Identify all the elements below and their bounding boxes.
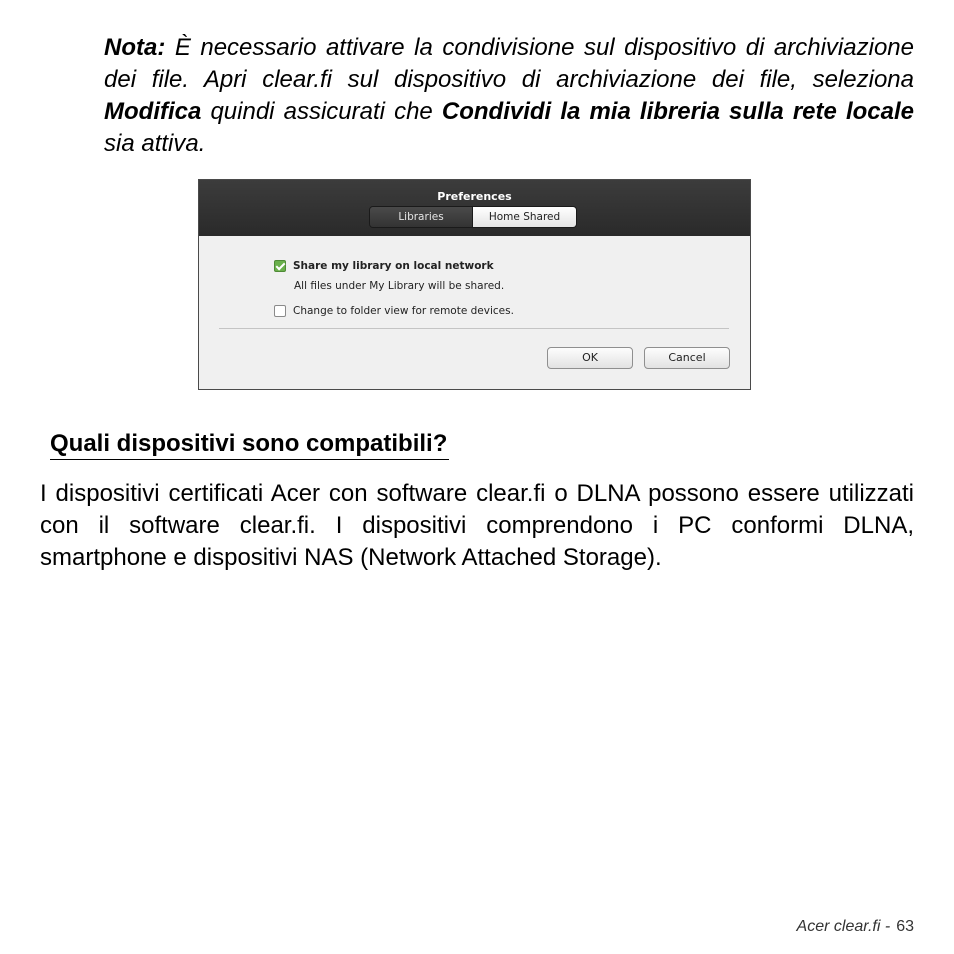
dialog-header [199, 180, 750, 236]
footer-product: Acer clear.fi - [796, 918, 891, 935]
page-footer [797, 918, 914, 936]
note-bold-modifica: Modifica [104, 98, 202, 125]
share-library-label: Share my library on local network [293, 260, 494, 272]
cancel-button[interactable]: Cancel [644, 347, 730, 369]
preferences-dialog [198, 179, 751, 390]
share-library-option[interactable] [274, 260, 494, 272]
page-number: 63 [896, 918, 914, 935]
tab-home-shared[interactable]: Home Shared [473, 207, 576, 227]
note-bold-share-option: Condividi la mia libreria sulla rete locale [441, 98, 915, 125]
note-text-2: quindi assicurati che [201, 98, 442, 125]
note-label: Nota: [104, 34, 166, 61]
section-body: I dispositivi certificati Acer con software clear.fi o DLNA possono essere utilizzati con il software clear.fi. I dispositivi comprendono i PC conformi DLNA, smartphone e dispositivi NAS (Network Attached Storage). [40, 480, 914, 571]
folder-view-label: Change to folder view for remote devices. [293, 305, 514, 317]
folder-view-checkbox[interactable] [274, 305, 286, 317]
dialog-title: Preferences [437, 190, 512, 203]
note-text-3: sia attiva. [104, 130, 206, 157]
ok-button[interactable]: OK [547, 347, 633, 369]
section-heading: Quali dispositivi sono compatibili? [50, 429, 449, 460]
note-text-1: È necessario attivare la condivisione sul dispositivo di archiviazione dei file. Apri clear.fi sul dispositivo di archiviazione dei file, seleziona [104, 34, 914, 93]
share-library-hint: All files under My Library will be shared. [294, 280, 505, 292]
share-library-checkbox[interactable] [274, 260, 286, 272]
tab-bar [369, 206, 577, 228]
note-paragraph [104, 32, 914, 160]
dialog-divider [219, 328, 729, 329]
folder-view-option[interactable] [274, 305, 514, 317]
tab-libraries[interactable]: Libraries [370, 207, 473, 227]
